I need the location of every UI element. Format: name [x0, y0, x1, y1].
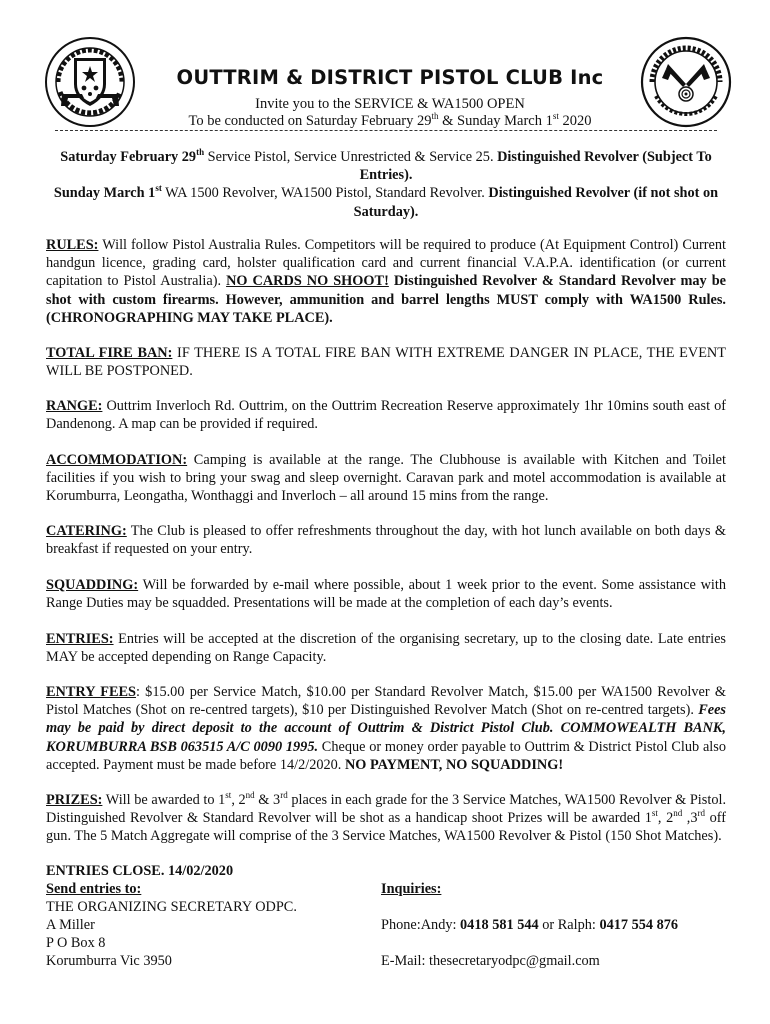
send-entries-heading: Send entries to: [46, 881, 142, 897]
club-title: OUTTRIM & DISTRICT PISTOL CLUB Inc [176, 66, 604, 89]
address-line: Korumburra Vic 3950 [46, 953, 172, 969]
entries-close: ENTRIES CLOSE. 14/02/2020 [46, 863, 234, 879]
inquiries-heading: Inquiries: [381, 881, 442, 897]
accommodation-section: ACCOMMODATION: Camping is available at the range. The Clubhouse is available with Kitchen and Toilet facilities if you wish to bring your swag and sleep overnight. Caravan park and motel accommodation is available at Korumburra, Leongatha, Wonthaggi and Inverloch – all around 15 mins from the range. [46, 452, 726, 505]
phone-line: Phone:Andy: 0418 581 544 or Ralph: 0417 554 876 [381, 917, 679, 933]
entry-fees-section: ENTRY FEES: $15.00 per Service Match, $10.00 per Standard Revolver Match, $15.00 per WA1500 Revolver & Pistol Matches (Shot on re-centred targets), $10 per Distinguished Revolver Match (Shot on re-centred targets). Fees may be paid by direct deposit to the account of Outtrim & District Pistol Club. COMMOWEALTH BANK, KORUMBURRA BSB 063515 A/C 0090 1995. Cheque or money order payable to Outtrim & District Pistol Club also accepted. Payment must be made before 14/2/2020. NO PAYMENT, NO SQUADDING! [46, 684, 726, 773]
range-section: RANGE: Outtrim Inverloch Rd. Outtrim, on the Outtrim Recreation Reserve approximately 1hr 10mins south east of Dandenong. A map can be provided if required. [46, 398, 726, 433]
address-line: THE ORGANIZING SECRETARY ODPC. [46, 899, 297, 915]
dashed-divider [55, 130, 717, 133]
prizes-section: PRIZES: Will be awarded to 1st, 2nd & 3rd places in each grade for the 3 Service Matches, WA1500 Revolver & Pistol. Distinguished Revolver & Standard Revolver will be shot as a handicap shoot Prizes will be awarded 1st, 2nd ,3rd off gun. The 5 Match Aggregate will comprise of the 3 Service Matches, WA1500 Revolver & Pistol (150 Shot Matches). [46, 790, 727, 845]
catering-section: CATERING: The Club is pleased to offer refreshments throughout the day, with hot lunch available on both days & breakfast if requested on your entry. [46, 523, 726, 558]
vapa-logo [44, 36, 136, 128]
odpc-logo [640, 36, 732, 128]
invite-line: Invite you to the SERVICE & WA1500 OPEN [255, 96, 525, 112]
email-line: E-Mail: thesecretaryodpc@gmail.com [381, 953, 600, 969]
schedule-block: Saturday February 29th Service Pistol, Service Unrestricted & Service 25. Distinguished Revolver (Subject To Entries). Sunday March 1st WA 1500 Revolver, WA1500 Pistol, Standard Revolver. Distinguished Revolver (if not shot on Saturday). [53, 147, 719, 220]
address-line: P O Box 8 [46, 935, 106, 951]
entries-section: ENTRIES: Entries will be accepted at the discretion of the organising secretary, up to the closing date. Late entries MAY be accepted depending on Range Capacity. [46, 631, 726, 666]
rules-section: RULES: Will follow Pistol Australia Rules. Competitors will be required to produce (At Equipment Control) Current handgun licence, grading card, holster qualification card and current financial V.A.P.A. identification (or current capitation to Pistol Australia). NO CARDS NO SHOOT! Distinguished Revolver & Standard Revolver may be shot with custom firearms. However, ammunition and barrel lengths MUST comply with WA1500 Rules. (CHRONOGRAPHING MAY TAKE PLACE). [46, 237, 726, 326]
event-dates: To be conducted on Saturday February 29th & Sunday March 1st 2020 [188, 111, 592, 129]
squadding-section: SQUADDING: Will be forwarded by e-mail where possible, about 1 week prior to the event. Some assistance with Range Duties may be squadded. Presentations will be made at the completion of each day’s events. [46, 577, 726, 612]
address-line: A Miller [46, 917, 95, 933]
fire-ban-section: TOTAL FIRE BAN: IF THERE IS A TOTAL FIRE BAN WITH EXTREME DANGER IN PLACE, THE EVENT WILL BE POSTPONED. [46, 345, 726, 380]
